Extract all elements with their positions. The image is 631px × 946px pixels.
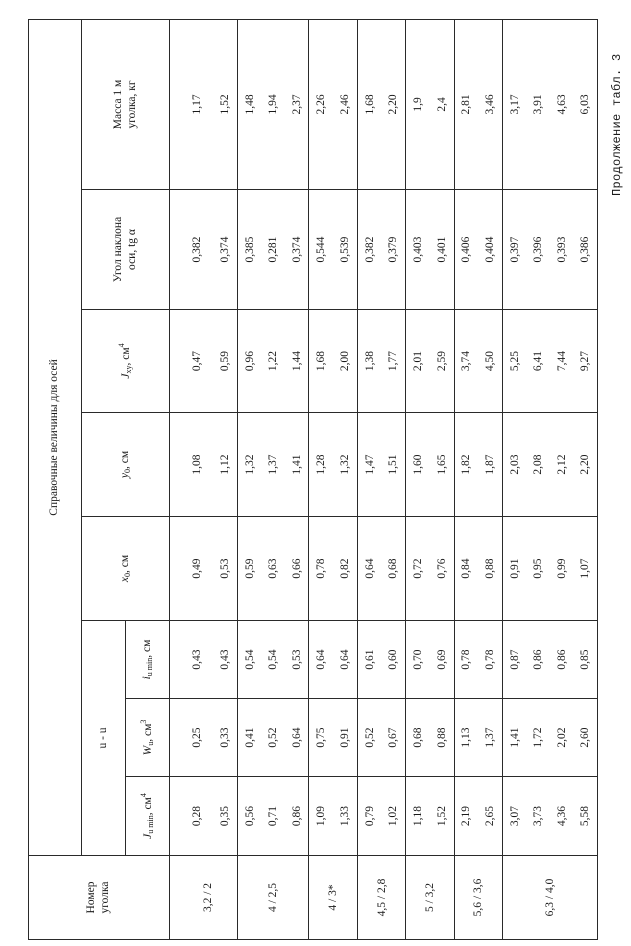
cell-y0: 1,37 [261, 413, 284, 517]
cell-tg: 0,374 [213, 190, 237, 310]
cell-tg: 0,281 [261, 190, 284, 310]
cell-tg: 0,393 [550, 190, 573, 310]
cell-i-u-min: 0,64 [309, 621, 333, 699]
angle-number-cell: 3,2 / 2 [170, 856, 238, 940]
col-header-i-u-min [126, 621, 170, 699]
table-row [382, 19, 406, 939]
cell-tg: 0,382 [357, 190, 381, 310]
table-body [170, 19, 598, 939]
cell-mass: 1,48 [237, 19, 261, 189]
cell-tg: 0,385 [237, 190, 261, 310]
x0-sub: 0 [122, 573, 132, 578]
cell-w-u: 0,68 [406, 699, 430, 777]
col-header-jxy [82, 310, 170, 413]
cell-mass: 1,68 [357, 19, 381, 189]
number-header-line2: уголка [99, 881, 111, 914]
cell-y0: 1,65 [430, 413, 454, 517]
j-u-min-sub: u min [146, 815, 156, 834]
cell-y0: 1,28 [309, 413, 333, 517]
cell-w-u: 0,91 [333, 699, 357, 777]
cell-mass: 2,20 [382, 19, 406, 189]
cell-jxy: 1,22 [261, 310, 284, 413]
cell-j-u-min: 1,18 [406, 777, 430, 856]
cell-w-u: 0,88 [430, 699, 454, 777]
cell-w-u: 1,41 [503, 699, 527, 777]
cell-tg: 0,404 [478, 190, 502, 310]
cell-y0: 1,60 [406, 413, 430, 517]
angle-header-line2: оси, tg α [125, 229, 138, 270]
cell-j-u-min: 0,86 [285, 777, 309, 856]
table-row [573, 19, 597, 939]
cell-x0: 0,88 [478, 517, 502, 621]
angle-header-line1: Угол наклона [111, 216, 124, 283]
cell-j-u-min: 1,52 [430, 777, 454, 856]
cell-y0: 1,32 [237, 413, 261, 517]
jxy-exp: 4 [117, 343, 127, 348]
cell-tg: 0,374 [285, 190, 309, 310]
jxy-symbol: J [120, 373, 133, 379]
cell-j-u-min: 4,36 [550, 777, 573, 856]
cell-i-u-min: 0,53 [285, 621, 309, 699]
cell-i-u-min: 0,86 [527, 621, 550, 699]
cell-mass: 1,94 [261, 19, 284, 189]
w-u-exp: 3 [139, 719, 149, 724]
cell-i-u-min: 0,70 [406, 621, 430, 699]
col-header-w-u [126, 699, 170, 777]
table-row [357, 19, 381, 939]
cell-jxy: 1,38 [357, 310, 381, 413]
cell-x0: 0,99 [550, 517, 573, 621]
cell-i-u-min: 0,54 [261, 621, 284, 699]
cell-i-u-min: 0,43 [213, 621, 237, 699]
cell-y0: 1,08 [170, 413, 214, 517]
table-row [261, 19, 284, 939]
cell-j-u-min: 0,79 [357, 777, 381, 856]
cell-j-u-min: 2,19 [454, 777, 478, 856]
cell-w-u: 2,60 [573, 699, 597, 777]
cell-mass: 2,37 [285, 19, 309, 189]
cell-mass: 2,46 [333, 19, 357, 189]
cell-i-u-min: 0,85 [573, 621, 597, 699]
cell-tg: 0,386 [573, 190, 597, 310]
cell-x0: 0,76 [430, 517, 454, 621]
cell-tg: 0,396 [527, 190, 550, 310]
cell-w-u: 0,52 [357, 699, 381, 777]
cell-j-u-min: 3,07 [503, 777, 527, 856]
cell-jxy: 5,25 [503, 310, 527, 413]
cell-i-u-min: 0,64 [333, 621, 357, 699]
mass-header-line1: Масса 1 м [111, 79, 124, 130]
cell-i-u-min: 0,87 [503, 621, 527, 699]
cell-jxy: 0,96 [237, 310, 261, 413]
cell-jxy: 0,59 [213, 310, 237, 413]
cell-jxy: 1,77 [382, 310, 406, 413]
w-u-symbol: W [142, 745, 155, 756]
cell-x0: 0,82 [333, 517, 357, 621]
cell-jxy: 3,74 [454, 310, 478, 413]
cell-jxy: 4,50 [478, 310, 502, 413]
cell-y0: 1,51 [382, 413, 406, 517]
angle-number-cell: 4 / 2,5 [237, 856, 309, 940]
cell-mass: 1,52 [213, 19, 237, 189]
cell-j-u-min: 0,56 [237, 777, 261, 856]
cell-w-u: 1,72 [527, 699, 550, 777]
cell-x0: 0,59 [237, 517, 261, 621]
cell-w-u: 0,33 [213, 699, 237, 777]
table-row [454, 19, 478, 939]
angle-number-cell: 5 / 3,2 [406, 856, 454, 940]
cell-y0: 2,08 [527, 413, 550, 517]
cell-jxy: 1,68 [309, 310, 333, 413]
angle-number-cell: 5,6 / 3,6 [454, 856, 502, 940]
angle-properties-table [28, 19, 598, 940]
cell-x0: 0,64 [357, 517, 381, 621]
x0-unit: , см [118, 554, 131, 574]
cell-i-u-min: 0,60 [382, 621, 406, 699]
cell-mass: 1,17 [170, 19, 214, 189]
angle-number-cell: 4 / 3* [309, 856, 357, 940]
angle-properties-table-wrapper [28, 20, 598, 940]
cell-x0: 1,07 [573, 517, 597, 621]
col-header-j-u-min [126, 777, 170, 856]
table-row [550, 19, 573, 939]
cell-y0: 1,41 [285, 413, 309, 517]
cell-i-u-min: 0,78 [454, 621, 478, 699]
cell-w-u: 0,67 [382, 699, 406, 777]
table-row [213, 19, 237, 939]
cell-j-u-min: 1,33 [333, 777, 357, 856]
table-row [527, 19, 550, 939]
col-header-number [29, 856, 170, 940]
cell-tg: 0,406 [454, 190, 478, 310]
cell-w-u: 0,25 [170, 699, 214, 777]
i-u-min-sub: u min [144, 657, 154, 677]
cell-i-u-min: 0,43 [170, 621, 214, 699]
cell-jxy: 2,59 [430, 310, 454, 413]
col-group-uu: u - u [82, 621, 126, 856]
i-u-min-unit: , см [140, 639, 153, 658]
table-row [170, 19, 214, 939]
page-continuation-note [606, 0, 628, 200]
cell-x0: 0,78 [309, 517, 333, 621]
w-u-sub: u [146, 741, 156, 746]
cell-y0: 2,12 [550, 413, 573, 517]
number-header-line1: Номер [85, 881, 98, 914]
cell-y0: 2,20 [573, 413, 597, 517]
cell-tg: 0,382 [170, 190, 214, 310]
cell-y0: 1,87 [478, 413, 502, 517]
cell-jxy: 2,00 [333, 310, 357, 413]
cell-y0: 1,32 [333, 413, 357, 517]
jxy-sub: xy [124, 365, 134, 374]
cell-j-u-min: 1,02 [382, 777, 406, 856]
cell-y0: 2,03 [503, 413, 527, 517]
cell-w-u: 1,37 [478, 699, 502, 777]
cell-tg: 0,401 [430, 190, 454, 310]
table-row [285, 19, 309, 939]
cell-tg: 0,544 [309, 190, 333, 310]
col-group-reference-values: Справочные величины для осей [29, 19, 82, 855]
table-row [503, 19, 527, 939]
cell-w-u: 0,75 [309, 699, 333, 777]
j-u-min-symbol: J [142, 833, 155, 839]
cell-mass: 3,17 [503, 19, 527, 189]
y0-sub: 0 [122, 469, 132, 474]
jxy-unit: , см [120, 347, 133, 366]
cell-tg: 0,397 [503, 190, 527, 310]
cell-mass: 3,91 [527, 19, 550, 189]
cell-mass: 6,03 [573, 19, 597, 189]
cell-j-u-min: 1,09 [309, 777, 333, 856]
x0-symbol: x [118, 577, 131, 583]
cell-j-u-min: 2,65 [478, 777, 502, 856]
cell-w-u: 0,64 [285, 699, 309, 777]
cell-tg: 0,379 [382, 190, 406, 310]
cell-i-u-min: 0,78 [478, 621, 502, 699]
col-header-angle [82, 190, 170, 310]
cell-w-u: 1,13 [454, 699, 478, 777]
cell-y0: 1,12 [213, 413, 237, 517]
cell-y0: 1,82 [454, 413, 478, 517]
cell-jxy: 1,44 [285, 310, 309, 413]
cell-jxy: 7,44 [550, 310, 573, 413]
cell-x0: 0,72 [406, 517, 430, 621]
cell-j-u-min: 3,73 [527, 777, 550, 856]
j-u-min-exp: 4 [139, 793, 149, 798]
cell-x0: 0,49 [170, 517, 214, 621]
angle-number-cell: 6,3 / 4,0 [503, 856, 598, 940]
cell-mass: 4,63 [550, 19, 573, 189]
cell-j-u-min: 0,35 [213, 777, 237, 856]
cell-i-u-min: 0,61 [357, 621, 381, 699]
table-row [309, 19, 333, 939]
cell-tg: 0,539 [333, 190, 357, 310]
y0-symbol: y [118, 473, 131, 479]
i-u-min-symbol: i [140, 676, 153, 680]
cell-w-u: 0,41 [237, 699, 261, 777]
cell-mass: 3,46 [478, 19, 502, 189]
y0-unit: , см [118, 450, 131, 470]
page-note-text: Продолжение табл. 3 [610, 53, 624, 196]
cell-x0: 0,68 [382, 517, 406, 621]
cell-x0: 0,66 [285, 517, 309, 621]
cell-mass: 2,81 [454, 19, 478, 189]
cell-mass: 1,9 [406, 19, 430, 189]
angle-number-cell: 4,5 / 2,8 [357, 856, 405, 940]
table-header [29, 19, 170, 939]
cell-x0: 0,95 [527, 517, 550, 621]
mass-header-line2: уголка, кг [125, 80, 138, 129]
cell-mass: 2,26 [309, 19, 333, 189]
cell-x0: 0,84 [454, 517, 478, 621]
table-row [333, 19, 357, 939]
cell-x0: 0,63 [261, 517, 284, 621]
cell-j-u-min: 0,28 [170, 777, 214, 856]
cell-i-u-min: 0,54 [237, 621, 261, 699]
cell-jxy: 6,41 [527, 310, 550, 413]
cell-x0: 0,91 [503, 517, 527, 621]
table-row [430, 19, 454, 939]
cell-jxy: 2,01 [406, 310, 430, 413]
cell-mass: 2,4 [430, 19, 454, 189]
cell-y0: 1,47 [357, 413, 381, 517]
cell-i-u-min: 0,69 [430, 621, 454, 699]
cell-i-u-min: 0,86 [550, 621, 573, 699]
cell-j-u-min: 5,58 [573, 777, 597, 856]
cell-w-u: 0,52 [261, 699, 284, 777]
cell-x0: 0,53 [213, 517, 237, 621]
cell-jxy: 9,27 [573, 310, 597, 413]
cell-jxy: 0,47 [170, 310, 214, 413]
table-row [237, 19, 261, 939]
col-header-x0 [82, 517, 170, 621]
col-header-mass [82, 19, 170, 189]
j-u-min-unit: , см [142, 797, 155, 816]
w-u-unit: , см [142, 723, 155, 742]
cell-j-u-min: 0,71 [261, 777, 284, 856]
table-row [478, 19, 502, 939]
cell-w-u: 2,02 [550, 699, 573, 777]
col-header-y0 [82, 413, 170, 517]
cell-tg: 0,403 [406, 190, 430, 310]
table-row [406, 19, 430, 939]
